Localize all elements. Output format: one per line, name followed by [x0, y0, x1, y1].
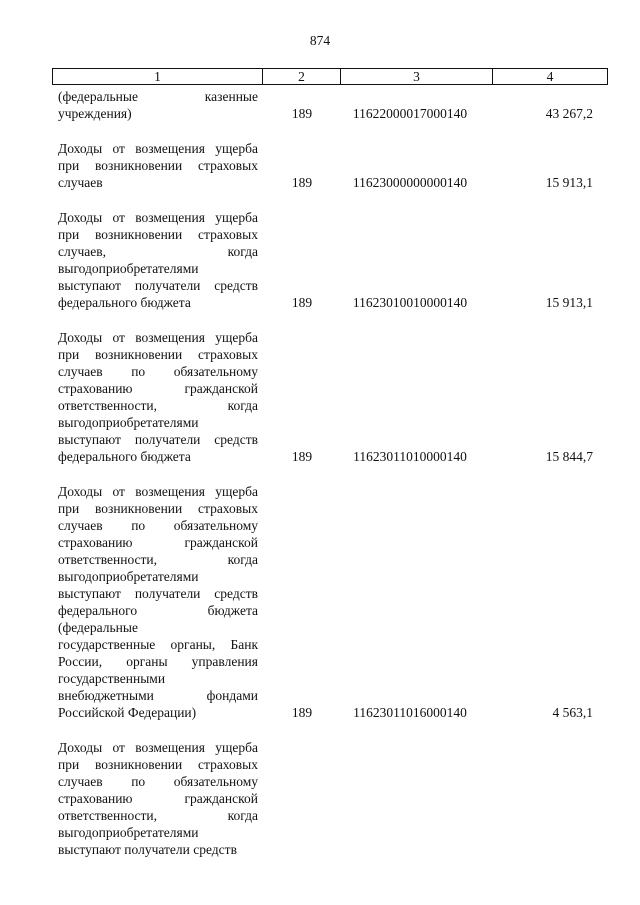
budget-code-cell: 11623011016000140 — [353, 705, 467, 720]
amount-cell: 15 844,7 — [545, 449, 593, 464]
admin-code-cell: 189 — [291, 295, 313, 310]
column-header-3: 3 — [341, 69, 493, 85]
column-header-4: 4 — [493, 69, 608, 85]
amount-cell: 43 267,2 — [545, 106, 593, 121]
description-line: при возникновении страховых — [58, 347, 258, 362]
description-line: случаев — [58, 175, 103, 190]
row-values — [0, 105, 640, 122]
description-line: при возникновении страховых — [58, 158, 258, 173]
admin-code-cell: 189 — [291, 705, 313, 720]
description-line: (федеральные — [58, 620, 138, 635]
description-line: федерального бюджета — [58, 603, 258, 618]
table-row — [0, 483, 640, 721]
table-row — [0, 209, 640, 311]
description-line: выступают получатели средств — [58, 586, 258, 601]
table-row — [0, 329, 640, 465]
amount-cell: 4 563,1 — [552, 705, 593, 720]
description-line: случаев, когда — [58, 244, 258, 259]
row-values — [0, 841, 640, 858]
description-line: выступают получатели средств — [58, 432, 258, 447]
description-line: ответственности, когда — [58, 398, 258, 413]
description-line: выгодоприобретателями — [58, 415, 199, 430]
description-line: федерального бюджета — [58, 295, 191, 310]
column-header-table — [52, 68, 608, 85]
table-row — [0, 739, 640, 858]
description-line: страхованию гражданской — [58, 791, 258, 806]
table-body — [0, 88, 640, 876]
description-line: государственными — [58, 671, 166, 686]
budget-code-cell: 11623011010000140 — [353, 449, 467, 464]
description-line: Доходы от возмещения ущерба — [58, 141, 258, 156]
column-header-row — [53, 69, 608, 85]
table-row — [0, 140, 640, 191]
admin-code-cell: 189 — [291, 449, 313, 464]
description-line: Доходы от возмещения ущерба — [58, 740, 258, 755]
admin-code-cell: 189 — [291, 175, 313, 190]
description-line: внебюджетными фондами — [58, 688, 258, 703]
budget-code-cell: 11623000000000140 — [352, 175, 468, 190]
description-line: России, органы управления — [58, 654, 258, 669]
row-description — [58, 329, 258, 465]
description-line: Российской Федерации) — [58, 705, 197, 720]
description-line: учреждения) — [58, 106, 132, 121]
amount-cell: 15 913,1 — [545, 295, 593, 310]
description-line: Доходы от возмещения ущерба — [58, 484, 258, 499]
description-line: случаев по обязательному — [58, 518, 258, 533]
budget-code-cell: 11623010010000140 — [352, 295, 468, 310]
description-line: выступают получатели средств — [58, 278, 258, 293]
description-line: страхованию гражданской — [58, 381, 258, 396]
column-header-2: 2 — [263, 69, 341, 85]
budget-code-cell: 11622000017000140 — [352, 106, 468, 121]
row-values — [0, 448, 640, 465]
description-line: при возникновении страховых — [58, 501, 258, 516]
description-line: ответственности, когда — [58, 808, 258, 823]
row-values — [0, 174, 640, 191]
admin-code-cell: 189 — [291, 106, 313, 121]
amount-cell: 15 913,1 — [545, 175, 593, 190]
description-line: ответственности, когда — [58, 552, 258, 567]
description-line: выгодоприобретателями — [58, 261, 199, 276]
row-values — [0, 294, 640, 311]
column-header-1: 1 — [53, 69, 263, 85]
description-line: выгодоприобретателями — [58, 825, 199, 840]
description-line: Доходы от возмещения ущерба — [58, 330, 258, 345]
description-line: при возникновении страховых — [58, 227, 258, 242]
description-line: федерального бюджета — [58, 449, 191, 464]
description-line: страхованию гражданской — [58, 535, 258, 550]
description-line: случаев по обязательному — [58, 364, 258, 379]
row-values — [0, 704, 640, 721]
table-row — [0, 88, 640, 122]
description-line: выгодоприобретателями — [58, 569, 199, 584]
description-line: (федеральные казенные — [58, 89, 258, 104]
description-line: государственные органы, Банк — [58, 637, 258, 652]
page-number: 874 — [309, 33, 331, 48]
description-line: Доходы от возмещения ущерба — [58, 210, 258, 225]
description-line: выступают получатели средств — [58, 842, 237, 857]
row-description — [58, 483, 258, 721]
description-line: случаев по обязательному — [58, 774, 258, 789]
description-line: при возникновении страховых — [58, 757, 258, 772]
